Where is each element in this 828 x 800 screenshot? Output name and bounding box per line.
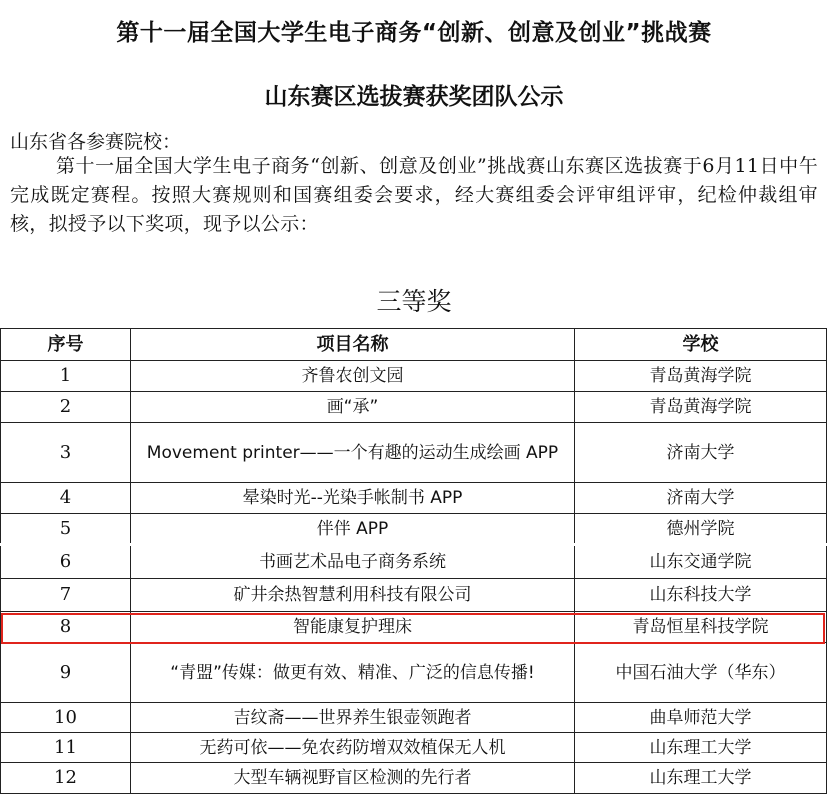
row-index: 3 — [1, 423, 131, 483]
row-school: 山东交通学院 — [575, 545, 827, 579]
row-school: 青岛黄海学院 — [575, 361, 827, 392]
announcement-body: 第十一届全国大学生电子商务“创新、创意及创业”挑战赛山东赛区选拔赛于6月11日中午完成既定赛程。按照大赛规则和国赛组委会要求，经大赛组委会评审组评审，纪检仲裁组审核，拟授予以下奖项，现予以公示： — [10, 155, 818, 235]
row-school: 中国石油大学（华东） — [575, 643, 827, 703]
row-project: 吉纹斋——世界养生银壶领跑者 — [131, 703, 575, 733]
table-row — [1, 703, 827, 733]
page-break-gap — [0, 543, 828, 546]
row-index: 8 — [1, 612, 131, 643]
row-project: 矿井余热智慧利用科技有限公司 — [131, 579, 575, 612]
table-row — [1, 579, 827, 612]
row-project: 齐鲁农创文园 — [131, 361, 575, 392]
table-row — [1, 643, 827, 703]
row-index: 2 — [1, 392, 131, 423]
row-project: 大型车辆视野盲区检测的先行者 — [131, 763, 575, 794]
row-school: 德州学院 — [575, 514, 827, 545]
row-school: 济南大学 — [575, 423, 827, 483]
row-project: 晕染时光--光染手帐制书 APP — [131, 483, 575, 514]
row-project: 智能康复护理床 — [131, 612, 575, 643]
award-level-heading: 三等奖 — [376, 287, 452, 316]
row-index: 10 — [1, 703, 131, 733]
table-row — [1, 483, 827, 514]
document-subtitle: 山东赛区选拔赛获奖团队公示 — [264, 84, 564, 110]
document-title: 第十一届全国大学生电子商务“创新、创意及创业”挑战赛 — [116, 20, 712, 46]
row-school: 山东理工大学 — [575, 763, 827, 794]
awards-table — [0, 328, 827, 794]
row-school: 济南大学 — [575, 483, 827, 514]
row-school: 青岛恒星科技学院 — [575, 612, 827, 643]
table-row — [1, 763, 827, 794]
row-project: Movement printer——一个有趣的运动生成绘画 APP — [131, 423, 575, 483]
row-index: 11 — [1, 733, 131, 763]
table-row — [1, 514, 827, 545]
table-row — [1, 423, 827, 483]
table-header-row — [1, 329, 827, 361]
table-row — [1, 733, 827, 763]
row-school: 青岛黄海学院 — [575, 392, 827, 423]
table-row — [1, 545, 827, 579]
header-index: 序号 — [1, 329, 131, 361]
row-project: 画“承” — [131, 392, 575, 423]
row-school: 山东科技大学 — [575, 579, 827, 612]
row-project: 伴伴 APP — [131, 514, 575, 545]
row-index: 7 — [1, 579, 131, 612]
table-row — [1, 361, 827, 392]
row-index: 12 — [1, 763, 131, 794]
table-row — [1, 392, 827, 423]
row-index: 5 — [1, 514, 131, 545]
salutation: 山东省各参赛院校： — [10, 131, 182, 153]
row-index: 1 — [1, 361, 131, 392]
row-index: 6 — [1, 545, 131, 579]
header-project: 项目名称 — [131, 329, 575, 361]
row-project: “青盟”传媒：做更有效、精准、广泛的信息传播! — [131, 643, 575, 703]
row-project: 无药可依——免农药防增双效植保无人机 — [131, 733, 575, 763]
row-school: 曲阜师范大学 — [575, 703, 827, 733]
table-row-highlighted — [1, 612, 827, 643]
row-index: 4 — [1, 483, 131, 514]
row-school: 山东理工大学 — [575, 733, 827, 763]
header-school: 学校 — [575, 329, 827, 361]
row-index: 9 — [1, 643, 131, 703]
row-project: 书画艺术品电子商务系统 — [131, 545, 575, 579]
